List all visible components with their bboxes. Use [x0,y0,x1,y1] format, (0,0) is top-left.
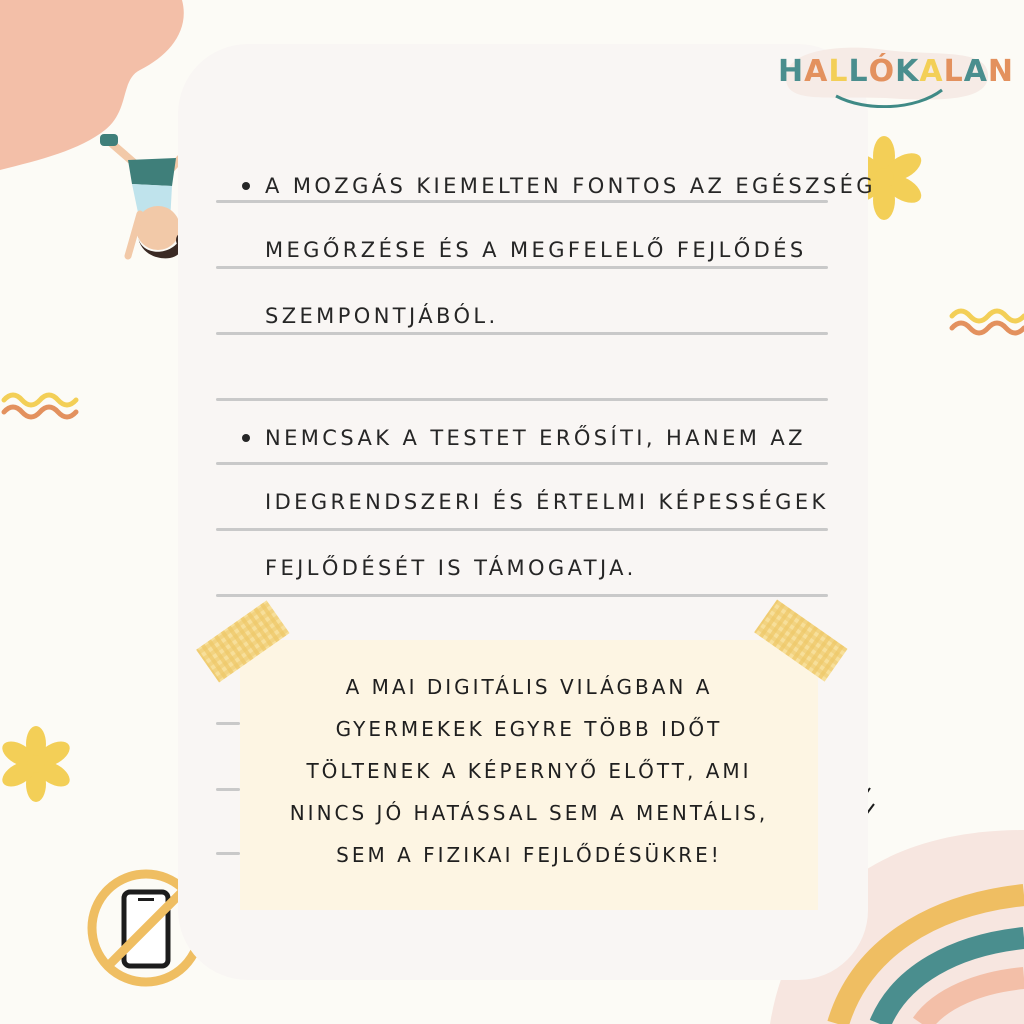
squiggle-icon [4,395,76,417]
brand-logo [778,44,1014,100]
ruled-line [216,528,828,531]
logo-letter: A [963,54,988,89]
bullet-text-line: NEMCSAK A TESTET ERŐSÍTI, HANEM AZ [265,426,806,450]
bullet-dot [242,434,250,442]
logo-letter: H [778,54,805,89]
bullet-text-line: A MOZGÁS KIEMELTEN FONTOS AZ EGÉSZSÉG [265,174,876,198]
note-line: SEM A FIZIKAI FEJLŐDÉSÜKRE! [336,843,722,867]
ruled-line [216,462,828,465]
ruled-line [216,594,828,597]
note-line: GYERMEKEK EGYRE TÖBB IDŐT [335,717,723,741]
logo-letter: Ó [868,54,896,89]
tape-icon [190,600,294,684]
bullet-text-line: FEJLŐDÉSÉT IS TÁMOGATJA. [265,556,637,580]
ruled-line [216,398,828,401]
note-line: NINCS JÓ HATÁSSAL SEM A MENTÁLIS, [289,801,769,825]
squiggle-icon [952,311,1024,333]
logo-letter: L [943,54,964,89]
bullet-text-line: MEGŐRZÉSE ÉS A MEGFELELŐ FEJLŐDÉS [265,238,807,262]
tape-icon [748,596,852,686]
logo-letter: L [848,54,869,89]
note-text [240,666,818,876]
bullet-text-line: IDEGRENDSZERI ÉS ÉRTELMI KÉPESSÉGEK [265,490,829,514]
logo-letter: K [895,54,920,89]
flower-icon [0,726,74,802]
note-line: TÖLTENEK A KÉPERNYŐ ELŐTT, AMI [306,759,752,783]
logo-letter: L [828,54,849,89]
blob-icon [0,0,184,170]
bullet-text-line: SZEMPONTJÁBÓL. [265,304,499,328]
bullet-dot [242,182,250,190]
note-line: A MAI DIGITÁLIS VILÁGBAN A [345,675,713,699]
logo-letter: A [919,54,944,89]
ruled-line [216,852,240,855]
ruled-line [216,788,240,791]
logo-letter: A [804,54,829,89]
logo-letter: N [987,54,1015,89]
ruled-line [216,722,240,725]
